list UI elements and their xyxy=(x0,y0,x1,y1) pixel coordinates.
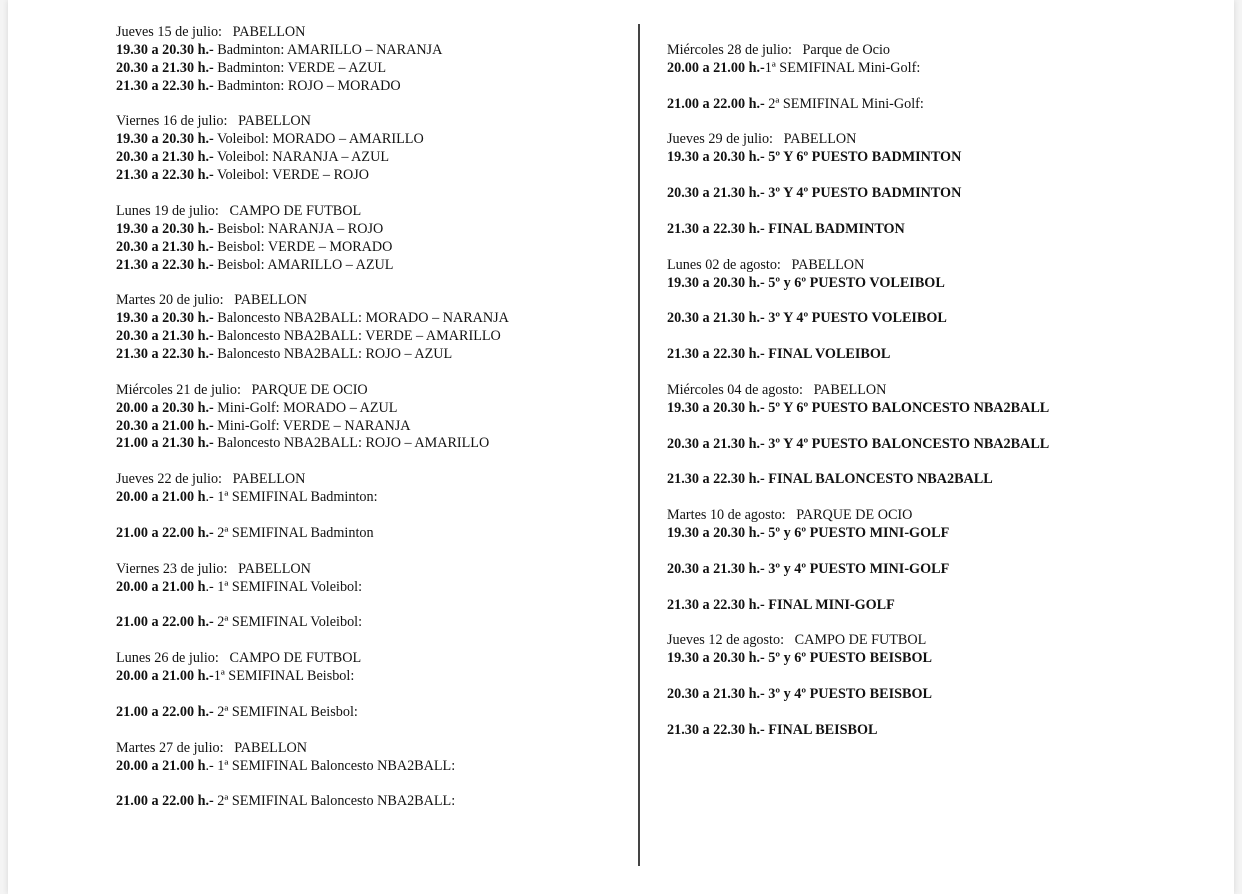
spacer xyxy=(116,722,616,740)
day-header: Lunes 19 de julio: CAMPO DE FUTBOL xyxy=(116,202,362,219)
day-block xyxy=(116,632,616,721)
event-description: Baloncesto NBA2BALL: VERDE – AMARILLO xyxy=(213,328,501,345)
event-time: 19.30 a 20.30 h.- xyxy=(667,274,765,291)
event-time: 20.30 a 21.30 h.- xyxy=(116,328,214,345)
event-description: 3º y 4º PUESTO MINI-GOLF xyxy=(764,560,950,577)
event-line xyxy=(667,400,1207,418)
schedule-right-column xyxy=(667,42,1207,740)
spacer xyxy=(667,453,1207,471)
event-time: 19.30 a 20.30 h.- xyxy=(116,220,214,237)
day-header: Jueves 12 de agosto: CAMPO DE FUTBOL xyxy=(667,632,927,649)
event-description: 2ª SEMIFINAL Mini-Golf: xyxy=(764,95,924,112)
spacer xyxy=(116,96,616,114)
event-description: 3º y 4º PUESTO BEISBOL xyxy=(764,686,932,703)
day-block xyxy=(667,615,1207,740)
event-line xyxy=(667,185,1207,203)
spacer xyxy=(667,328,1207,346)
event-description: Voleibol: VERDE – ROJO xyxy=(213,167,370,184)
event-time: 19.30 a 20.30 h.- xyxy=(116,41,214,58)
event-description: 1ª SEMIFINAL Beisbol: xyxy=(213,668,355,685)
day-block xyxy=(116,96,616,185)
spacer xyxy=(116,364,616,382)
event-time: 21.30 a 22.30 h.- xyxy=(667,220,765,237)
event-time: 20.00 a 20.30 h.- xyxy=(116,399,214,416)
spacer xyxy=(116,507,616,525)
event-description: 1ª SEMIFINAL Mini-Golf: xyxy=(764,59,921,76)
event-line xyxy=(667,221,1207,239)
spacer xyxy=(667,615,1207,633)
event-time: 20.30 a 21.30 h.- xyxy=(667,185,765,202)
document-page xyxy=(8,0,1234,894)
day-header: Lunes 26 de julio: CAMPO DE FUTBOL xyxy=(116,650,362,667)
day-header: Martes 10 de agosto: PARQUE DE OCIO xyxy=(667,507,913,524)
day-block xyxy=(116,453,616,542)
event-time: 21.00 a 22.00 h.- xyxy=(667,95,765,112)
event-line xyxy=(116,435,616,453)
event-time: 21.00 a 22.00 h.- xyxy=(116,614,214,631)
event-description: Beisbol: AMARILLO – AZUL xyxy=(213,256,394,273)
event-description: FINAL BEISBOL xyxy=(764,721,878,738)
day-block xyxy=(667,239,1207,364)
event-time: 20.30 a 21.00 h.- xyxy=(116,417,214,434)
event-time: 20.30 a 21.30 h.- xyxy=(667,560,765,577)
day-block xyxy=(116,24,616,96)
event-description: Voleibol: NARANJA – AZUL xyxy=(213,149,390,166)
event-line xyxy=(116,346,616,364)
event-line xyxy=(667,275,1207,293)
spacer xyxy=(667,579,1207,597)
day-header: Jueves 15 de julio: PABELLON xyxy=(116,24,306,40)
day-header: Martes 27 de julio: PABELLON xyxy=(116,739,307,756)
event-line xyxy=(116,418,616,436)
spacer xyxy=(116,597,616,615)
event-time: 20.00 a 21.00 h.- xyxy=(667,59,765,76)
event-time: 20.30 a 21.30 h.- xyxy=(667,686,765,703)
spacer xyxy=(116,543,616,561)
event-time: 19.30 a 20.30 h.- xyxy=(667,399,765,416)
day-block xyxy=(667,114,1207,239)
event-time: 20.00 a 21.00 h xyxy=(116,489,206,506)
spacer xyxy=(116,185,616,203)
day-header: Jueves 29 de julio: PABELLON xyxy=(667,131,857,148)
event-description: 5º Y 6º PUESTO BALONCESTO NBA2BALL xyxy=(764,399,1050,416)
event-line xyxy=(667,561,1207,579)
event-description: Baloncesto NBA2BALL: ROJO – AZUL xyxy=(213,346,453,363)
event-description: .- 1ª SEMIFINAL Baloncesto NBA2BALL: xyxy=(205,757,456,774)
event-time: 20.00 a 21.00 h xyxy=(116,578,206,595)
day-block xyxy=(116,543,616,632)
event-time: 20.00 a 21.00 h.- xyxy=(116,668,214,685)
event-time: 21.30 a 22.30 h.- xyxy=(116,256,214,273)
day-header: Miércoles 28 de julio: Parque de Ocio xyxy=(667,42,891,58)
event-line xyxy=(667,471,1207,489)
day-block xyxy=(667,364,1207,489)
day-block xyxy=(116,185,616,274)
event-description: Beisbol: VERDE – MORADO xyxy=(213,238,393,255)
schedule-left-column xyxy=(116,24,616,811)
event-line xyxy=(116,704,616,722)
spacer xyxy=(116,686,616,704)
day-header: Miércoles 21 de julio: PARQUE DE OCIO xyxy=(116,381,368,398)
day-header: Miércoles 04 de agosto: PABELLON xyxy=(667,381,887,398)
event-description: 3º Y 4º PUESTO BADMINTON xyxy=(764,185,962,202)
event-line xyxy=(667,310,1207,328)
day-header: Viernes 16 de julio: PABELLON xyxy=(116,113,311,130)
event-description: 3º Y 4º PUESTO VOLEIBOL xyxy=(764,310,947,327)
event-description: 5º y 6º PUESTO BEISBOL xyxy=(764,650,932,667)
day-block xyxy=(116,274,616,363)
day-header: Viernes 23 de julio: PABELLON xyxy=(116,560,311,577)
event-time: 21.30 a 22.30 h.- xyxy=(116,167,214,184)
event-time: 21.00 a 22.00 h.- xyxy=(116,703,214,720)
event-description: FINAL BADMINTON xyxy=(764,220,905,237)
event-line xyxy=(116,668,616,686)
event-description: 5º y 6º PUESTO VOLEIBOL xyxy=(764,274,945,291)
event-time: 21.30 a 22.30 h.- xyxy=(667,721,765,738)
day-block xyxy=(116,722,616,811)
day-header: Martes 20 de julio: PABELLON xyxy=(116,292,307,309)
spacer xyxy=(667,114,1207,132)
spacer xyxy=(116,453,616,471)
event-time: 20.30 a 21.30 h.- xyxy=(116,149,214,166)
event-description: .- 1ª SEMIFINAL Badminton: xyxy=(205,489,378,506)
spacer xyxy=(667,668,1207,686)
event-time: 21.30 a 22.30 h.- xyxy=(116,77,214,94)
event-description: Baloncesto NBA2BALL: ROJO – AMARILLO xyxy=(213,435,490,452)
event-time: 21.00 a 22.00 h.- xyxy=(116,524,214,541)
event-time: 19.30 a 20.30 h.- xyxy=(116,310,214,327)
event-line xyxy=(116,239,616,257)
event-line xyxy=(667,686,1207,704)
event-line xyxy=(116,149,616,167)
event-time: 20.30 a 21.30 h.- xyxy=(667,435,765,452)
day-block xyxy=(667,42,1207,114)
event-description: 3º Y 4º PUESTO BALONCESTO NBA2BALL xyxy=(764,435,1050,452)
event-line xyxy=(116,257,616,275)
event-time: 19.30 a 20.30 h.- xyxy=(667,525,765,542)
event-description: FINAL MINI-GOLF xyxy=(764,596,895,613)
event-line xyxy=(116,42,616,60)
spacer xyxy=(667,203,1207,221)
event-description: Badminton: VERDE – AZUL xyxy=(213,59,387,76)
event-line xyxy=(667,346,1207,364)
column-divider xyxy=(638,24,640,866)
event-line xyxy=(116,167,616,185)
event-description: Beisbol: NARANJA – ROJO xyxy=(213,220,384,237)
event-time: 19.30 a 20.30 h.- xyxy=(667,650,765,667)
event-time: 20.30 a 21.30 h.- xyxy=(667,310,765,327)
spacer xyxy=(667,364,1207,382)
event-time: 21.30 a 22.30 h.- xyxy=(667,346,765,363)
event-description: Mini-Golf: VERDE – NARANJA xyxy=(213,417,411,434)
event-description: Voleibol: MORADO – AMARILLO xyxy=(213,131,424,148)
event-line xyxy=(667,96,1207,114)
event-description: 5º Y 6º PUESTO BADMINTON xyxy=(764,149,962,166)
event-description: 2ª SEMIFINAL Baloncesto NBA2BALL: xyxy=(213,793,456,810)
event-line xyxy=(116,328,616,346)
day-block xyxy=(667,489,1207,614)
spacer xyxy=(116,274,616,292)
event-line xyxy=(116,310,616,328)
spacer xyxy=(667,78,1207,96)
event-description: 2ª SEMIFINAL Badminton xyxy=(213,524,374,541)
event-line xyxy=(667,60,1207,78)
spacer xyxy=(667,543,1207,561)
spacer xyxy=(667,704,1207,722)
day-header: Lunes 02 de agosto: PABELLON xyxy=(667,256,865,273)
event-time: 21.00 a 22.00 h.- xyxy=(116,793,214,810)
event-line xyxy=(116,579,616,597)
day-header: Jueves 22 de julio: PABELLON xyxy=(116,471,306,488)
event-line xyxy=(116,793,616,811)
event-line xyxy=(667,650,1207,668)
spacer xyxy=(116,632,616,650)
event-time: 20.30 a 21.30 h.- xyxy=(116,59,214,76)
spacer xyxy=(116,775,616,793)
event-line xyxy=(667,525,1207,543)
spacer xyxy=(667,167,1207,185)
event-line xyxy=(667,597,1207,615)
event-line xyxy=(667,149,1207,167)
event-time: 19.30 a 20.30 h.- xyxy=(667,149,765,166)
event-time: 21.00 a 21.30 h.- xyxy=(116,435,214,452)
event-time: 21.30 a 22.30 h.- xyxy=(116,346,214,363)
event-description: 2ª SEMIFINAL Voleibol: xyxy=(213,614,363,631)
spacer xyxy=(667,418,1207,436)
event-time: 20.30 a 21.30 h.- xyxy=(116,238,214,255)
event-line xyxy=(116,525,616,543)
event-line xyxy=(116,758,616,776)
event-description: 5º y 6º PUESTO MINI-GOLF xyxy=(764,525,950,542)
event-description: FINAL VOLEIBOL xyxy=(764,346,891,363)
spacer xyxy=(667,489,1207,507)
event-time: 21.30 a 22.30 h.- xyxy=(667,471,765,488)
event-line xyxy=(116,614,616,632)
spacer xyxy=(667,239,1207,257)
event-line xyxy=(667,722,1207,740)
event-description: Badminton: AMARILLO – NARANJA xyxy=(213,41,443,58)
event-description: Badminton: ROJO – MORADO xyxy=(213,77,401,94)
event-line xyxy=(116,60,616,78)
day-block xyxy=(116,364,616,453)
event-description: FINAL BALONCESTO NBA2BALL xyxy=(764,471,993,488)
event-line xyxy=(116,131,616,149)
event-description: .- 1ª SEMIFINAL Voleibol: xyxy=(205,578,363,595)
event-line xyxy=(116,400,616,418)
event-description: 2ª SEMIFINAL Beisbol: xyxy=(213,703,358,720)
event-line xyxy=(116,78,616,96)
event-line xyxy=(667,436,1207,454)
event-description: Mini-Golf: MORADO – AZUL xyxy=(213,399,398,416)
event-line xyxy=(116,221,616,239)
event-description: Baloncesto NBA2BALL: MORADO – NARANJA xyxy=(213,310,509,327)
event-line xyxy=(116,489,616,507)
event-time: 21.30 a 22.30 h.- xyxy=(667,596,765,613)
spacer xyxy=(667,292,1207,310)
event-time: 20.00 a 21.00 h xyxy=(116,757,206,774)
event-time: 19.30 a 20.30 h.- xyxy=(116,131,214,148)
